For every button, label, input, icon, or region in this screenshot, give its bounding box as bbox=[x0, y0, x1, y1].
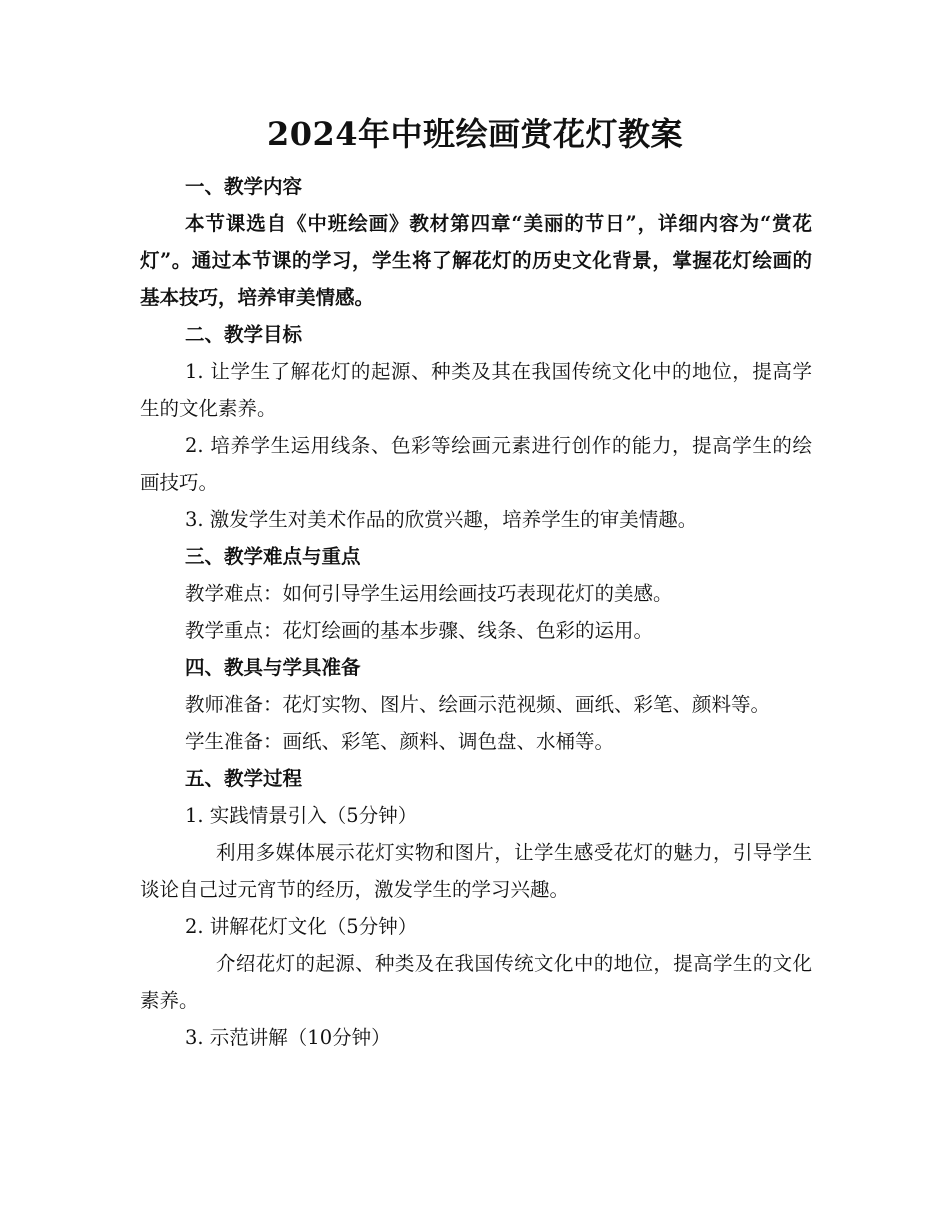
process-step-1-text: 利用多媒体展示花灯实物和图片，让学生感受花灯的魅力，引导学生谈论自己过元宵节的经历，激发学生的学习兴趣。 bbox=[140, 841, 812, 901]
process-step-2-title: 2. 讲解花灯文化（5分钟） bbox=[185, 915, 418, 938]
goal-item-2: 2. 培养学生运用线条、色彩等绘画元素进行创作的能力，提高学生的绘画技巧。 bbox=[140, 434, 812, 494]
section-heading-difficulty-focus: 三、教学难点与重点 bbox=[185, 545, 361, 568]
section-heading-teaching-content: 一、教学内容 bbox=[185, 175, 303, 198]
process-step-3-title: 3. 示范讲解（10分钟） bbox=[185, 1026, 391, 1049]
teaching-content-paragraph: 本节课选自《中班绘画》教材第四章“美丽的节日”，详细内容为“赏花灯”。通过本节课的学习，学生将了解花灯的历史文化背景，掌握花灯绘画的基本技巧，培养审美情感。 bbox=[140, 212, 812, 309]
section-heading-teaching-process: 五、教学过程 bbox=[185, 767, 303, 790]
goal-item-3: 3. 激发学生对美术作品的欣赏兴趣，培养学生的审美情趣。 bbox=[185, 508, 698, 531]
goal-item-1: 1. 让学生了解花灯的起源、种类及其在我国传统文化中的地位，提高学生的文化素养。 bbox=[140, 360, 812, 420]
section-heading-teaching-goals: 二、教学目标 bbox=[185, 323, 303, 346]
document-body bbox=[140, 168, 812, 1056]
section-heading-materials: 四、教具与学具准备 bbox=[185, 656, 361, 679]
teaching-focus: 教学重点：花灯绘画的基本步骤、线条、色彩的运用。 bbox=[185, 619, 654, 642]
process-step-2-text: 介绍花灯的起源、种类及在我国传统文化中的地位，提高学生的文化素养。 bbox=[140, 952, 812, 1012]
teacher-preparation: 教师准备：花灯实物、图片、绘画示范视频、画纸、彩笔、颜料等。 bbox=[185, 693, 771, 716]
document-title: 2024年中班绘画赏花灯教案 bbox=[266, 115, 684, 153]
process-step-1-title: 1. 实践情景引入（5分钟） bbox=[185, 804, 418, 827]
student-preparation: 学生准备：画纸、彩笔、颜料、调色盘、水桶等。 bbox=[185, 730, 615, 753]
teaching-difficulty: 教学难点：如何引导学生运用绘画技巧表现花灯的美感。 bbox=[185, 582, 673, 605]
